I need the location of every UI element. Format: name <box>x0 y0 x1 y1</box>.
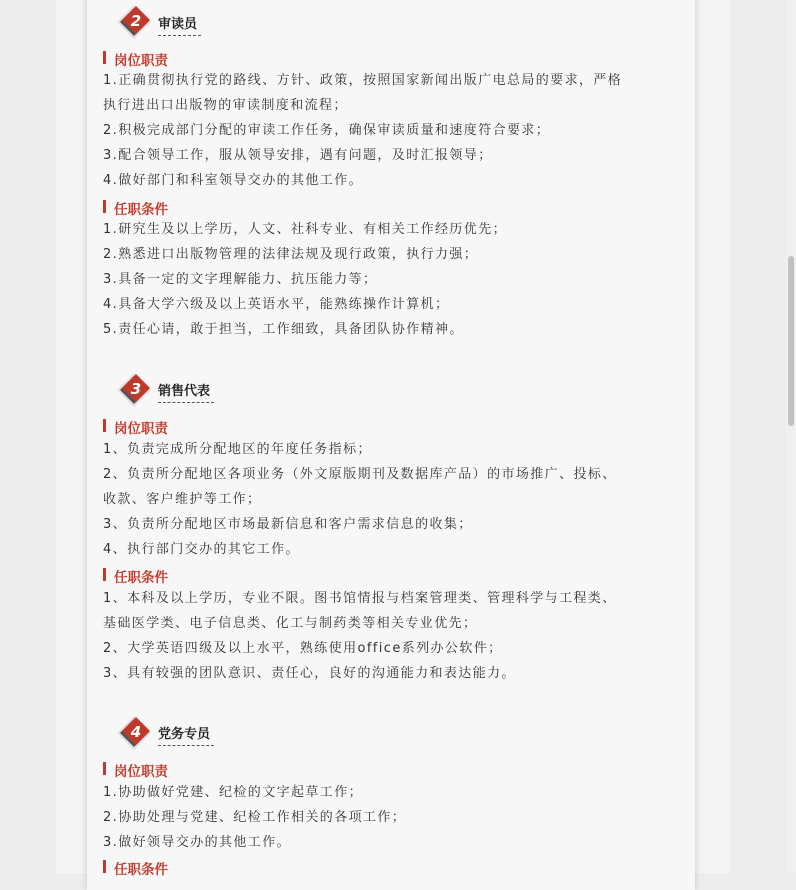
number-badge-icon <box>114 2 154 42</box>
number-badge-icon <box>114 713 154 753</box>
scrollbar-track[interactable] <box>786 0 796 873</box>
duty-line: 执行进出口出版物的审读制度和流程； <box>103 98 348 113</box>
duty-line: 3.配合领导工作，服从领导安排，遇有问题，及时汇报领导； <box>103 148 493 163</box>
requirement-line: 3.具备一定的文字理解能力、抗压能力等； <box>103 272 378 287</box>
section-marker <box>103 762 106 775</box>
duty-line: 2、负责所分配地区各项业务（外文原版期刊及数据库产品）的市场推广、投标、 <box>103 467 617 482</box>
section-title: 任职条件 <box>114 570 168 586</box>
requirement-line: 1.研究生及以上学历，人文、社科专业、有相关工作经历优先； <box>103 222 508 237</box>
section-title: 任职条件 <box>114 862 168 878</box>
section-marker <box>103 200 106 213</box>
number-badge-icon <box>114 370 154 410</box>
job-header-3 <box>114 370 264 410</box>
duty-line: 3、负责所分配地区市场最新信息和客户需求信息的收集； <box>103 517 473 532</box>
duty-line: 1、负责完成所分配地区的年度任务指标； <box>103 442 372 457</box>
duty-line: 1.协助做好党建、纪检的文字起草工作； <box>103 785 364 800</box>
requirement-line: 4.具备大学六级及以上英语水平，能熟练操作计算机； <box>103 297 450 312</box>
section-title: 任职条件 <box>114 202 168 218</box>
requirement-line: 2、大学英语四级及以上水平，熟练使用office系列办公软件； <box>103 641 503 656</box>
section-marker <box>103 568 106 581</box>
job-title: 销售代表 <box>158 380 214 403</box>
section-title: 岗位职责 <box>114 53 168 69</box>
requirement-line: 5.责任心请，敢于担当，工作细致，具备团队协作精神。 <box>103 322 464 337</box>
section-title: 岗位职责 <box>114 421 168 437</box>
svg-text:4: 4 <box>130 723 142 741</box>
job-header-4 <box>114 713 264 753</box>
scrollbar-thumb[interactable] <box>788 256 794 426</box>
duty-line: 3.做好领导交办的其他工作。 <box>103 835 292 850</box>
section-marker <box>103 860 106 873</box>
job-header-2 <box>114 2 264 42</box>
duty-line: 收款、客户维护等工作； <box>103 492 262 507</box>
job-title: 党务专员 <box>158 723 214 746</box>
duty-line: 2.协助处理与党建、纪检工作相关的各项工作； <box>103 810 407 825</box>
requirement-line: 1、本科及以上学历，专业不限。图书馆情报与档案管理类、管理科学与工程类、 <box>103 591 617 606</box>
duty-line: 4.做好部门和科室领导交办的其他工作。 <box>103 173 364 188</box>
svg-text:3: 3 <box>130 380 142 398</box>
section-marker <box>103 51 106 64</box>
requirement-line: 3、具有较强的团队意识、责任心，良好的沟通能力和表达能力。 <box>103 666 516 681</box>
svg-text:2: 2 <box>130 12 142 30</box>
requirement-line: 2.熟悉进口出版物管理的法律法规及现行政策，执行力强； <box>103 247 479 262</box>
section-title: 岗位职责 <box>114 764 168 780</box>
job-title: 审读员 <box>158 13 201 36</box>
duty-line: 1.正确贯彻执行党的路线、方针、政策，按照国家新闻出版广电总局的要求，严格 <box>103 73 623 88</box>
requirement-line: 基础医学类、电子信息类、化工与制药类等相关专业优先； <box>103 616 478 631</box>
duty-line: 4、执行部门交办的其它工作。 <box>103 542 300 557</box>
section-marker <box>103 419 106 432</box>
duty-line: 2.积极完成部门分配的审读工作任务，确保审读质量和速度符合要求； <box>103 123 551 138</box>
